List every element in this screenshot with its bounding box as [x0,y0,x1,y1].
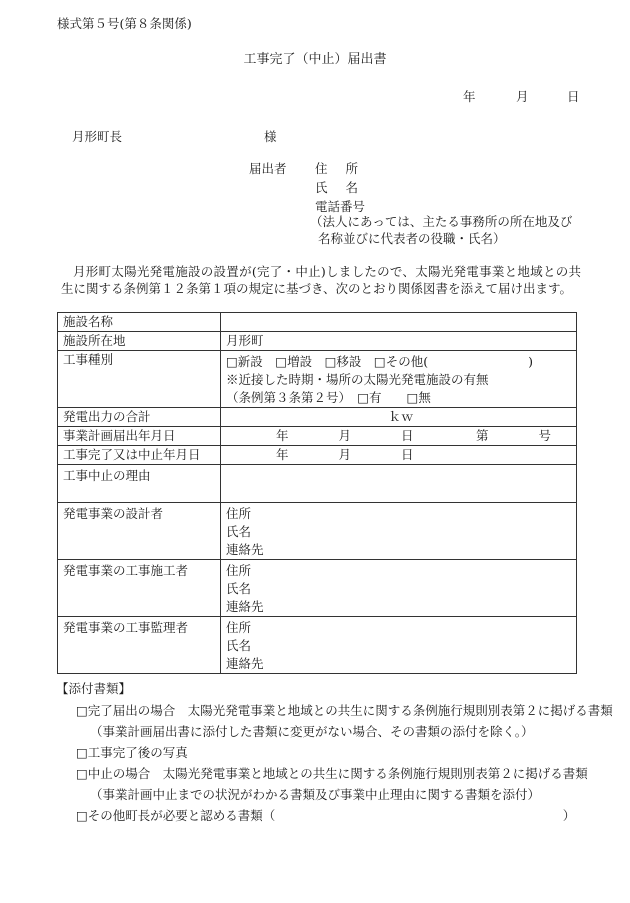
corporation-note-line-1: （法人にあっては、主たる事務所の所在地及び [310,214,573,229]
designer-name-label[interactable]: 氏名 [226,524,252,539]
row-output-total [58,408,577,427]
attachment-item-suspension[interactable]: □中止の場合 太陽光発電事業と地域との共生に関する条例施行規則別表第２に掲げる書類 [76,766,588,781]
constructor-contact-label[interactable]: 連絡先 [226,599,264,614]
plan-date-value[interactable]: 年 月 日 第 号 [221,427,577,446]
designer-address-label[interactable]: 住所 [226,506,252,521]
form-number: 様式第５号(第８条関係) [57,16,192,31]
supervisor-cell [221,617,577,674]
row-facility-location [58,332,577,351]
facility-location-label: 施設所在地 [58,332,221,351]
row-plan-date [58,427,577,446]
constructor-cell [221,560,577,617]
row-complete-date [58,446,577,465]
facility-location-value[interactable]: 月形町 [221,332,577,351]
output-total-label: 発電出力の合計 [58,408,221,427]
constructor-address-label[interactable]: 住所 [226,563,252,578]
supervisor-label: 発電事業の工事監理者 [58,617,221,674]
row-constructor [58,560,577,617]
facility-name-field[interactable] [221,313,577,332]
row-designer [58,503,577,560]
construction-type-cell [221,351,577,408]
row-suspend-reason [58,465,577,503]
complete-date-label: 工事完了又は中止年月日 [58,446,221,465]
nearby-facility-options[interactable]: （条例第３条第２号） □有 □無 [226,390,431,405]
notifier-address-label: 住所 [315,161,377,176]
row-supervisor [58,617,577,674]
addressee: 月形町長 [72,129,123,144]
row-construction-type [58,351,577,408]
constructor-label: 発電事業の工事施工者 [58,560,221,617]
date-day-label: 日 [567,89,580,104]
attachment-item-completion-note: （事業計画届出書に添付した書類に変更がない場合、その書類の添付を除く。） [90,724,534,739]
supervisor-name-label[interactable]: 氏名 [226,638,252,653]
attachment-item-suspension-note: （事業計画中止までの状況がわかる書類及び事業中止理由に関する書類を添付） [90,787,541,802]
constructor-name-label[interactable]: 氏名 [226,581,252,596]
supervisor-address-label[interactable]: 住所 [226,620,252,635]
supervisor-contact-label[interactable]: 連絡先 [226,656,264,671]
honorific: 様 [264,129,277,144]
suspend-reason-label: 工事中止の理由 [58,465,221,503]
output-total-value[interactable]: ｋｗ [221,408,577,427]
facility-name-label: 施設名称 [58,313,221,332]
designer-cell [221,503,577,560]
date-year-label: 年 [463,89,476,104]
construction-type-options[interactable]: □新設 □増設 □移設 □その他( ) [226,354,533,369]
intro-paragraph: 月形町太陽光発電施設の設置が(完了・中止)しましたので、太陽光発電事業と地域との共生に関する条例第１２条第１項の規定に基づき、次のとおり関係図書を添えて届け出ます。 [61,264,581,296]
notifier-label: 届出者 [249,161,287,176]
suspend-reason-field[interactable] [221,465,577,503]
notifier-phone-label: 電話番号 [315,199,366,214]
attachments-heading: 【添付書類】 [56,681,132,696]
attachment-item-completion[interactable]: □完了届出の場合 太陽光発電事業と地域との共生に関する条例施行規則別表第２に掲げる書類 [76,703,613,718]
notification-table [57,312,577,674]
attachment-item-photos[interactable]: □工事完了後の写真 [76,745,188,760]
plan-date-label: 事業計画届出年月日 [58,427,221,446]
corporation-note-line-2: 名称並びに代表者の役職・氏名） [318,231,506,246]
construction-type-label: 工事種別 [58,351,221,408]
complete-date-value[interactable]: 年 月 日 [221,446,577,465]
row-facility-name [58,313,577,332]
nearby-facility-question: ※近接した時期・場所の太陽光発電施設の有無 [226,372,489,387]
date-month-label: 月 [516,89,529,104]
attachment-item-other[interactable]: □その他町長が必要と認める書類（ ） [76,808,576,823]
document-title: 工事完了（中止）届出書 [243,52,387,67]
notifier-name-label: 氏名 [315,180,377,195]
designer-contact-label[interactable]: 連絡先 [226,542,264,557]
designer-label: 発電事業の設計者 [58,503,221,560]
